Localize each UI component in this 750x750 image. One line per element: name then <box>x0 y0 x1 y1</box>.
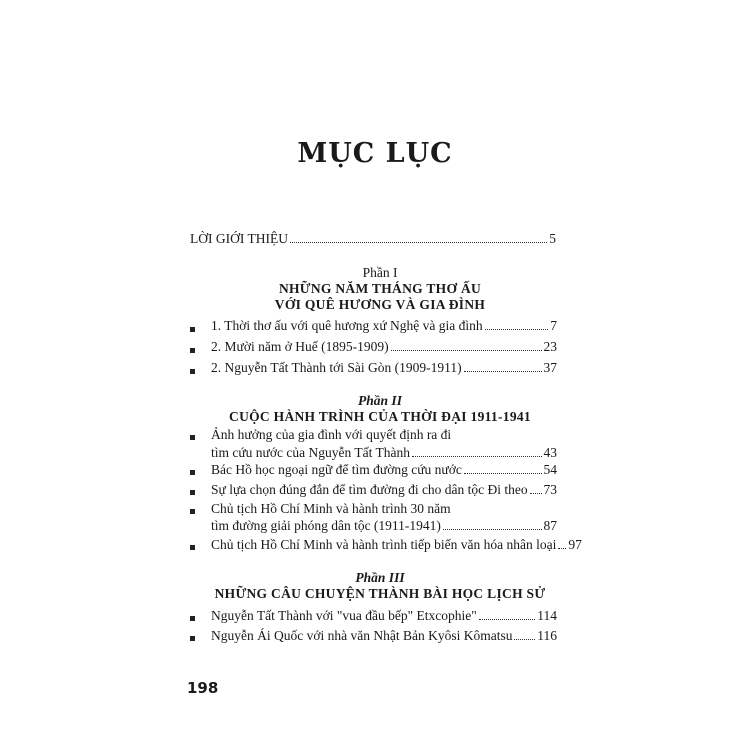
toc-entry-label: Nguyễn Ái Quốc với nhà văn Nhật Bản Kyôsi Kômatsu <box>211 628 513 643</box>
toc-entry-page: 43 <box>543 445 557 460</box>
bullet-icon <box>190 369 195 374</box>
toc-entry-label: 2. Mười năm ở Huế (1895-1909) <box>211 339 389 354</box>
toc-entry-label: tìm đường giải phóng dân tộc (1911-1941) <box>211 518 441 533</box>
dot-leader <box>485 329 549 330</box>
toc-entry[interactable] <box>211 481 557 498</box>
toc-entry-label: Chủ tịch Hồ Chí Minh và hành trình 30 năm <box>211 501 451 516</box>
toc-entry-page: 37 <box>543 360 557 375</box>
toc-entry[interactable] <box>211 338 557 355</box>
toc-entry-page: 87 <box>543 518 557 533</box>
bullet-icon <box>190 470 195 475</box>
toc-entry[interactable] <box>211 317 557 334</box>
dot-leader <box>558 548 566 549</box>
toc-entry[interactable] <box>211 359 557 376</box>
toc-entry-label: Nguyễn Tất Thành với "vua đầu bếp" Etxcophie" <box>211 608 477 623</box>
bullet-icon <box>190 636 195 641</box>
part-title-line: NHỮNG NĂM THÁNG THƠ ẤU <box>278 281 482 296</box>
dot-leader <box>479 619 536 620</box>
toc-entry-intro[interactable] <box>190 230 556 247</box>
toc-entry-label: tìm cứu nước của Nguyễn Tất Thành <box>211 445 410 460</box>
toc-entry-label: 1. Thời thơ ấu với quê hương xứ Nghệ và gia đình <box>211 318 483 333</box>
part-title-line: VỚI QUÊ HƯƠNG VÀ GIA ĐÌNH <box>274 297 486 312</box>
dot-leader <box>464 371 542 372</box>
toc-entry[interactable] <box>211 461 557 478</box>
part-title-line: NHỮNG CÂU CHUYỆN THÀNH BÀI HỌC LỊCH SỬ <box>214 586 546 601</box>
bullet-icon <box>190 490 195 495</box>
toc-entry[interactable] <box>211 536 582 553</box>
dot-leader <box>530 493 542 494</box>
toc-entry-label: Sự lựa chọn đúng đắn để tìm đường đi cho dân tộc Đi theo <box>211 482 528 497</box>
part-title-line: CUỘC HÀNH TRÌNH CỦA THỜI ĐẠI 1911-1941 <box>229 409 531 424</box>
bullet-icon <box>190 435 195 440</box>
toc-entry[interactable] <box>211 444 557 461</box>
dot-leader <box>391 350 542 351</box>
toc-entry-page: 54 <box>543 462 557 477</box>
toc-entry[interactable] <box>211 627 557 644</box>
bullet-icon <box>190 348 195 353</box>
toc-entry-label: 2. Nguyễn Tất Thành tới Sài Gòn (1909-1911) <box>211 360 462 375</box>
bullet-icon <box>190 327 195 332</box>
part-heading: Phần III <box>355 570 405 585</box>
bullet-icon <box>190 616 195 621</box>
toc-entry[interactable] <box>211 517 557 534</box>
dot-leader <box>464 473 542 474</box>
dot-leader <box>290 242 547 243</box>
toc-entry-page: 73 <box>543 482 557 497</box>
toc-entry-page: 7 <box>550 318 557 333</box>
dot-leader <box>443 529 542 530</box>
toc-entry-label: Ảnh hưởng của gia đình với quyết định ra đi <box>211 427 452 442</box>
toc-entry-page: 114 <box>537 608 557 623</box>
toc-entry-page: 5 <box>549 231 556 246</box>
toc-entry-page: 23 <box>543 339 557 354</box>
dot-leader <box>514 639 535 640</box>
toc-entry-label: Chủ tịch Hồ Chí Minh và hành trình tiếp biến văn hóa nhân loại <box>211 537 557 552</box>
bullet-icon <box>190 509 195 514</box>
part-heading: Phần II <box>358 393 402 408</box>
toc-entry-label: LỜI GIỚI THIỆU <box>190 231 288 246</box>
toc-entry-label: Bác Hồ học ngoại ngữ để tìm đường cứu nước <box>211 462 462 477</box>
bullet-icon <box>190 545 195 550</box>
toc-entry-page: 97 <box>568 537 582 552</box>
page-number: 198 <box>187 679 219 697</box>
part-heading: Phần I <box>362 265 398 280</box>
toc-entry-page: 116 <box>537 628 557 643</box>
dot-leader <box>412 456 542 457</box>
toc-entry[interactable] <box>211 607 557 624</box>
page-title: MỤC LỤC <box>297 138 453 169</box>
